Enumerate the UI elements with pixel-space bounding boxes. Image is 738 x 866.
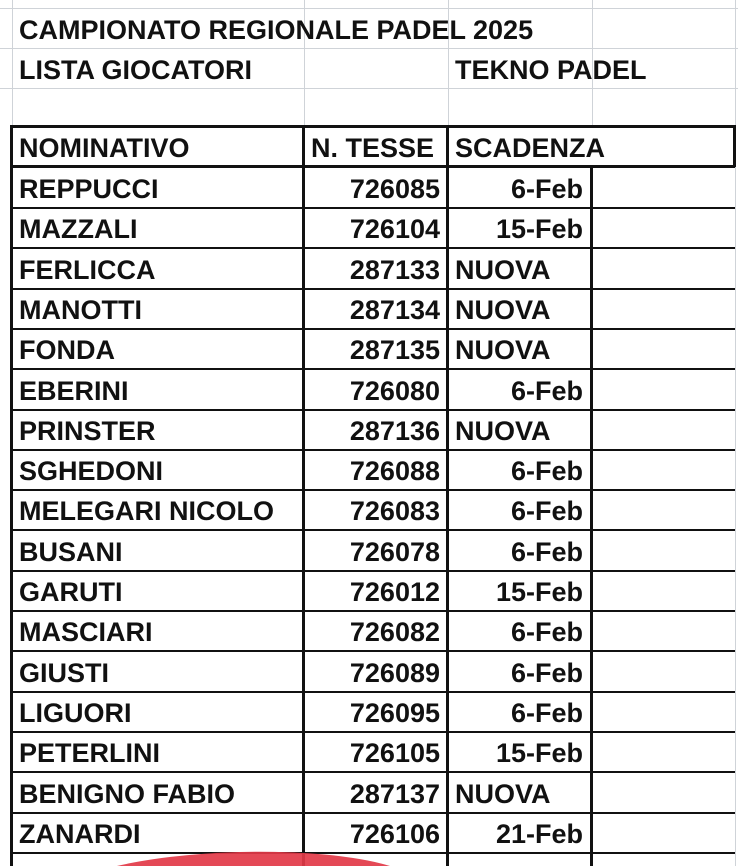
card-number-cell[interactable]: 287136 [349,416,440,446]
expiry-cell[interactable]: 6-Feb [510,496,583,526]
card-number-cell[interactable]: 726105 [349,738,440,768]
player-name-cell[interactable]: SGHEDONI [19,456,164,486]
expiry-cell[interactable]: 6-Feb [510,698,583,728]
table-border-top [12,125,735,128]
card-number-cell[interactable]: 287137 [349,779,440,809]
player-name-cell[interactable]: BENIGNO FABIO [19,779,236,809]
grid-line [0,8,738,9]
card-number-cell[interactable]: 726089 [349,658,440,688]
expiry-cell[interactable]: 6-Feb [510,456,583,486]
list-label[interactable]: LISTA GIOCATORI [19,55,252,85]
card-number-cell[interactable]: 287133 [349,255,440,285]
card-number-cell[interactable]: 726083 [349,496,440,526]
card-number-cell[interactable]: 726095 [349,698,440,728]
expiry-cell[interactable]: NUOVA [455,335,551,365]
grid-line [0,88,738,89]
player-name-cell[interactable]: EBERINI [19,376,129,406]
player-name-cell[interactable]: PRINSTER [19,416,156,446]
player-name-cell[interactable]: FERLICCA [19,255,156,285]
column-header-card[interactable]: N. TESSE [311,133,435,163]
card-number-cell[interactable]: 726080 [349,376,440,406]
expiry-cell[interactable]: 6-Feb [510,174,583,204]
card-number-cell[interactable]: 726104 [349,214,440,244]
player-name-cell[interactable]: MANOTTI [19,295,142,325]
expiry-cell[interactable]: NUOVA [455,295,551,325]
player-name-cell[interactable]: LIGUORI [19,698,132,728]
player-name-cell[interactable]: BUSANI [19,537,123,567]
column-border-expiry [590,165,593,866]
player-name-cell[interactable]: MELEGARI NICOLO [19,496,274,526]
expiry-cell[interactable]: 15-Feb [495,214,583,244]
player-name-cell[interactable]: MASCIARI [19,617,153,647]
expiry-cell[interactable]: 6-Feb [510,617,583,647]
player-name-cell[interactable]: GIUSTI [19,658,110,688]
player-name-cell[interactable]: FONDA [19,335,115,365]
table-border-right [733,125,736,167]
header-border-bottom [12,165,735,168]
expiry-cell[interactable]: NUOVA [455,255,551,285]
card-number-cell[interactable]: 287135 [349,335,440,365]
card-number-cell[interactable]: 726012 [349,577,440,607]
player-name-cell[interactable]: REPPUCCI [19,174,159,204]
card-number-cell[interactable]: 726088 [349,456,440,486]
expiry-cell[interactable]: NUOVA [455,779,551,809]
sheet-title[interactable]: CAMPIONATO REGIONALE PADEL 2025 [19,15,534,45]
player-name-cell[interactable]: MAZZALI [19,214,138,244]
card-number-cell[interactable]: 726106 [349,819,440,849]
card-number-cell[interactable]: 726085 [349,174,440,204]
expiry-cell[interactable]: NUOVA [455,416,551,446]
expiry-cell[interactable]: 15-Feb [495,738,583,768]
club-name[interactable]: TEKNO PADEL [455,55,647,85]
card-number-cell[interactable]: 726078 [349,537,440,567]
expiry-cell[interactable]: 6-Feb [510,376,583,406]
column-header-expiry[interactable]: SCADENZA [455,133,606,163]
expiry-cell[interactable]: 21-Feb [495,819,583,849]
expiry-cell[interactable]: 6-Feb [510,537,583,567]
table-border-left [10,125,13,866]
player-name-cell[interactable]: PETERLINI [19,738,161,768]
column-border-card [446,125,449,866]
card-number-cell[interactable]: 287134 [349,295,440,325]
card-number-cell[interactable]: 726082 [349,617,440,647]
grid-line [0,48,738,49]
player-name-cell[interactable]: ZANARDI [19,819,141,849]
column-border-name [302,125,305,866]
column-header-name[interactable]: NOMINATIVO [19,133,190,163]
expiry-cell[interactable]: 6-Feb [510,658,583,688]
player-name-cell[interactable]: GARUTI [19,577,123,607]
expiry-cell[interactable]: 15-Feb [495,577,583,607]
